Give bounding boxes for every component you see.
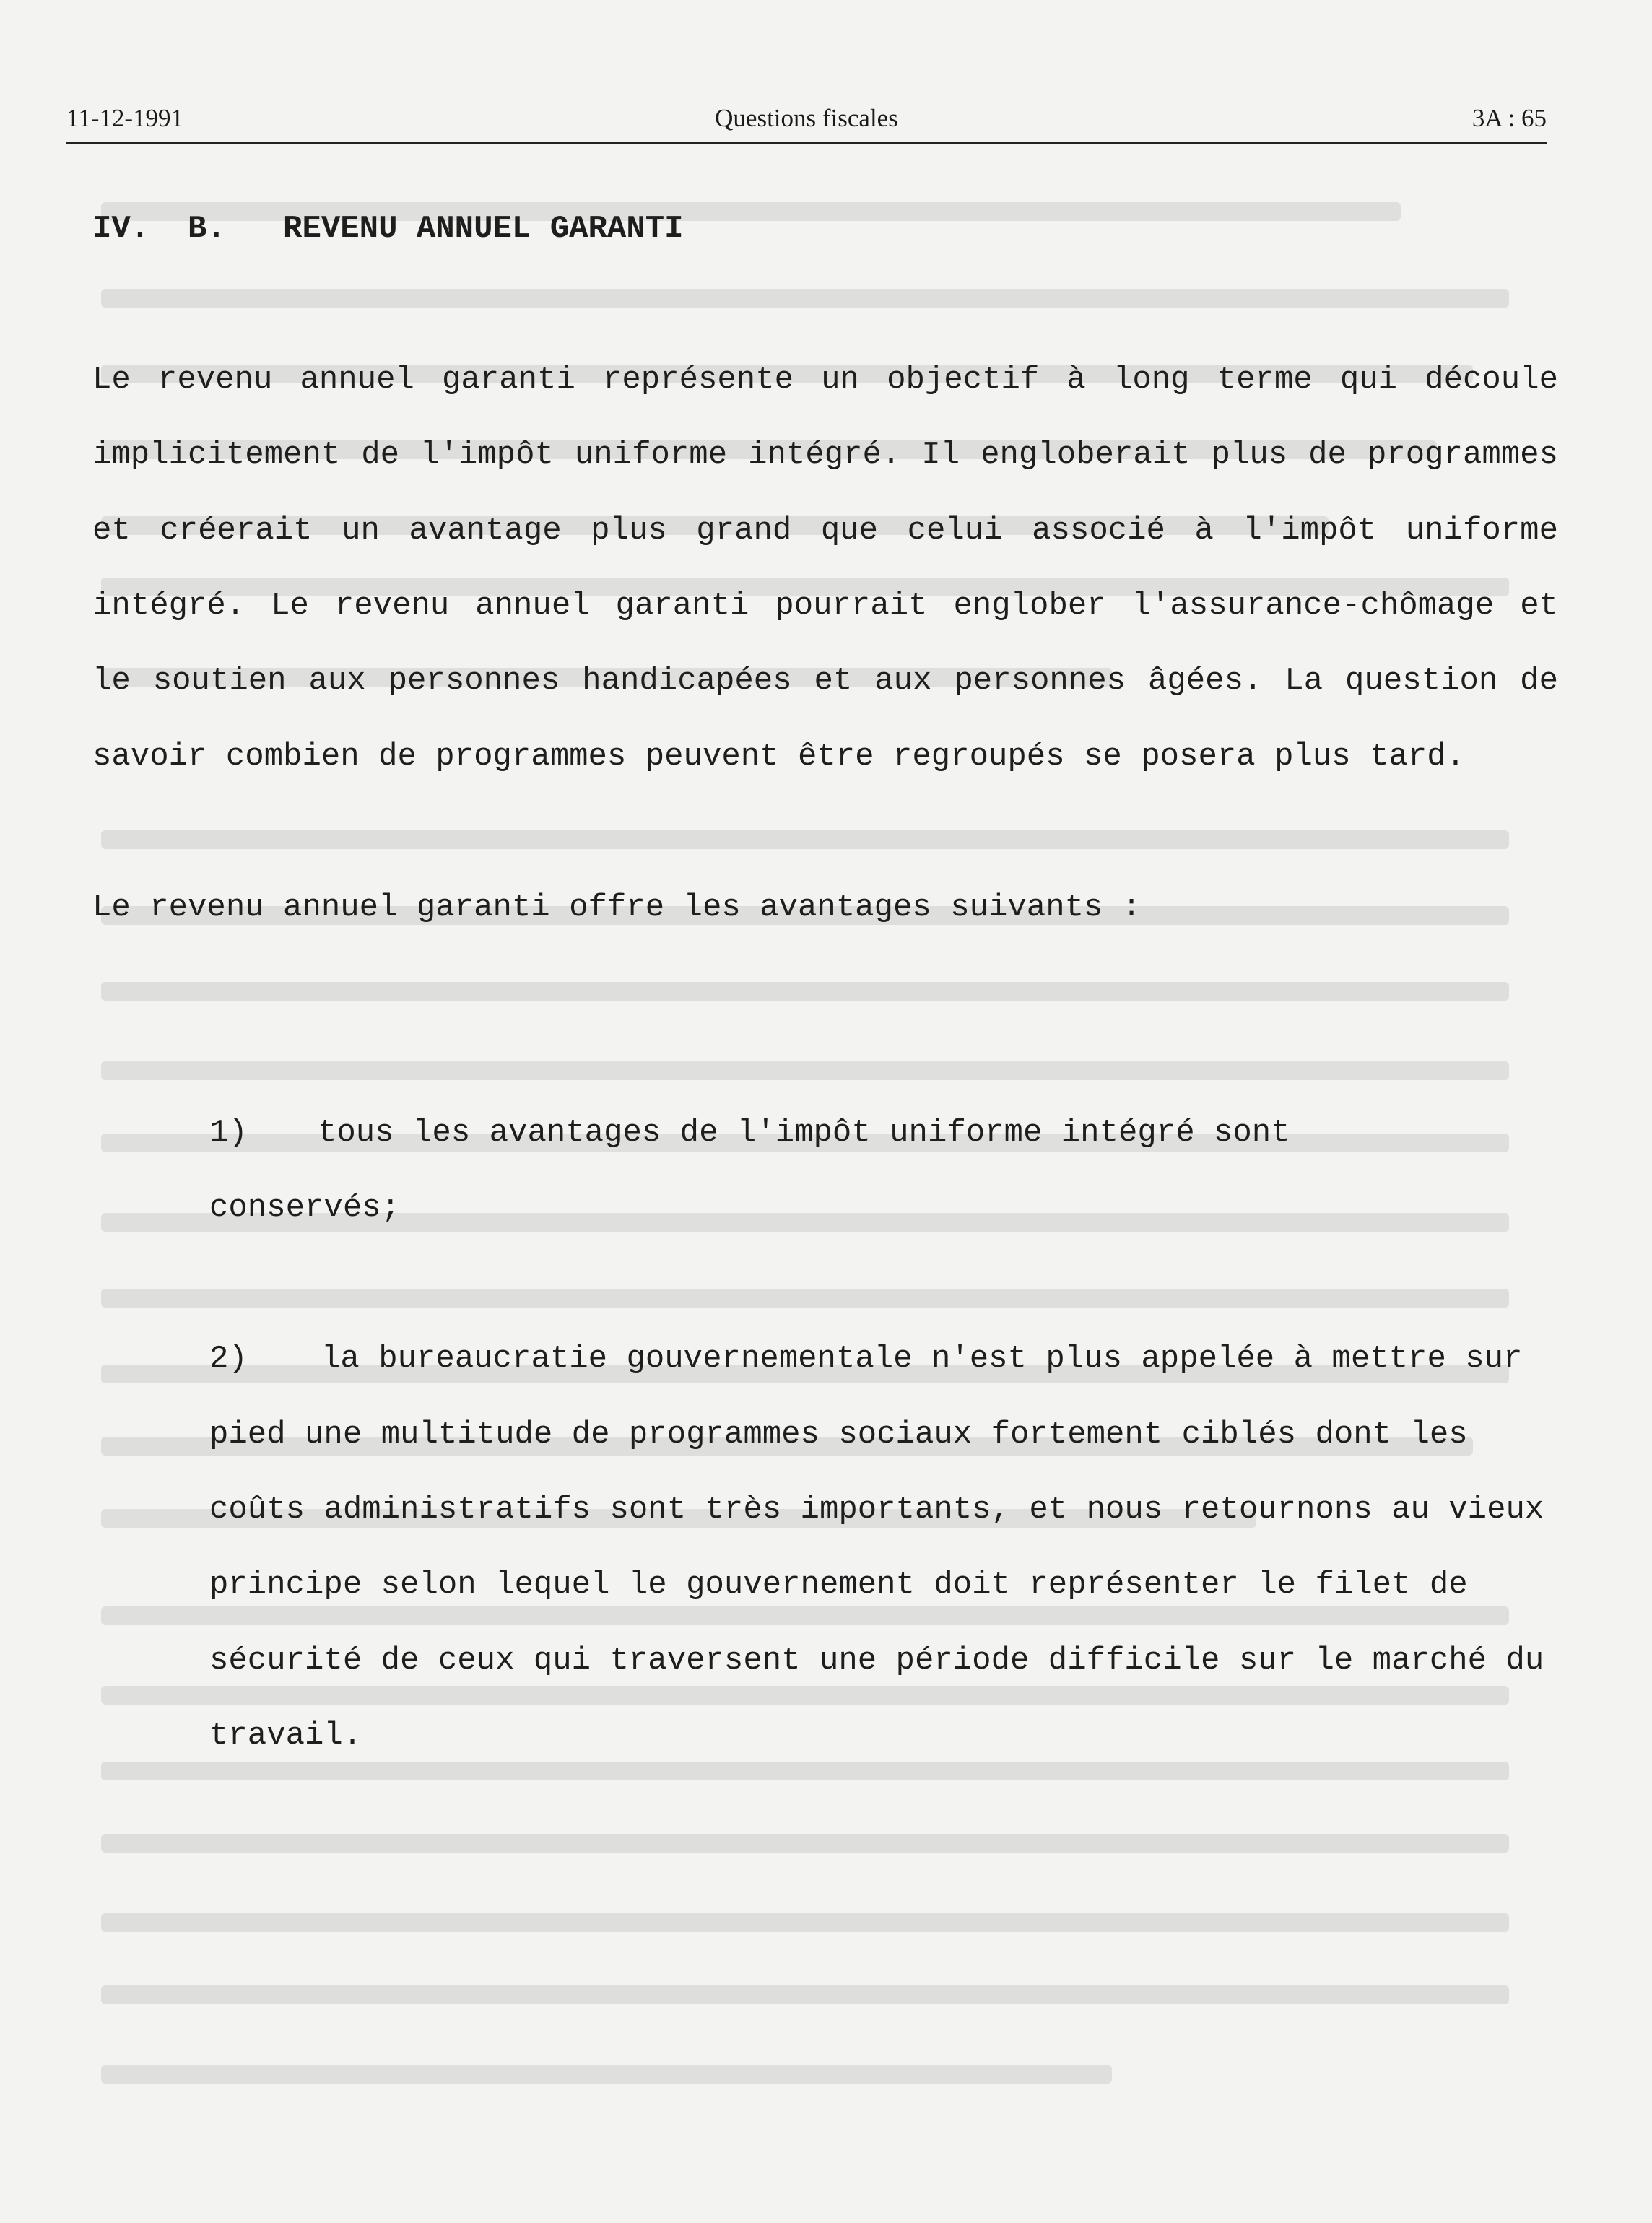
page-body bbox=[92, 191, 1558, 1020]
spacer bbox=[92, 945, 1558, 1020]
header-title: Questions fiscales bbox=[715, 104, 898, 132]
spacer bbox=[92, 266, 1558, 342]
spacer bbox=[92, 794, 1558, 869]
list-item bbox=[209, 1095, 1552, 1246]
header-rule bbox=[66, 142, 1547, 144]
header-date: 11-12-1991 bbox=[66, 104, 184, 132]
list-item-text: tous les avantages de l'impôt uniforme intégré sont conservés; bbox=[209, 1115, 1290, 1227]
section-heading: IV. B. REVENU ANNUEL GARANTI bbox=[92, 211, 684, 247]
body-paragraph: Le revenu annuel garanti représente un objectif à long terme qui découle implicitement de l'impôt uniforme intégré. Il engloberait plus de programmes et créerait un avantage plus grand que celui associé à l'impôt uniforme intégré. Le revenu annuel garanti pourrait englober l'assurance-chômage et le soutien aux personnes handicapées et aux personnes âgées. La question de savoir combien de programmes peuvent être regroupés se posera plus tard. bbox=[92, 361, 1558, 775]
spacer bbox=[209, 1246, 1552, 1321]
running-header bbox=[66, 101, 1547, 142]
header-page-number: 3A : 65 bbox=[1471, 104, 1547, 132]
list-item-text: la bureaucratie gouvernementale n'est plus appelée à mettre sur pied une multitude de programmes sociaux fortement ciblés dont les coûts administratifs sont très importants, et nous retournons au vieux principe selon lequel le gouvernement doit représenter le filet de sécurité de ceux qui traversent une période difficile sur le marché du travail. bbox=[209, 1341, 1544, 1754]
advantages-list bbox=[209, 1095, 1552, 1774]
body-paragraph: Le revenu annuel garanti offre les avantages suivants : bbox=[92, 889, 1142, 926]
list-item-number: 1) bbox=[209, 1115, 248, 1151]
list-item bbox=[209, 1321, 1552, 1773]
list-item-number: 2) bbox=[209, 1341, 248, 1378]
